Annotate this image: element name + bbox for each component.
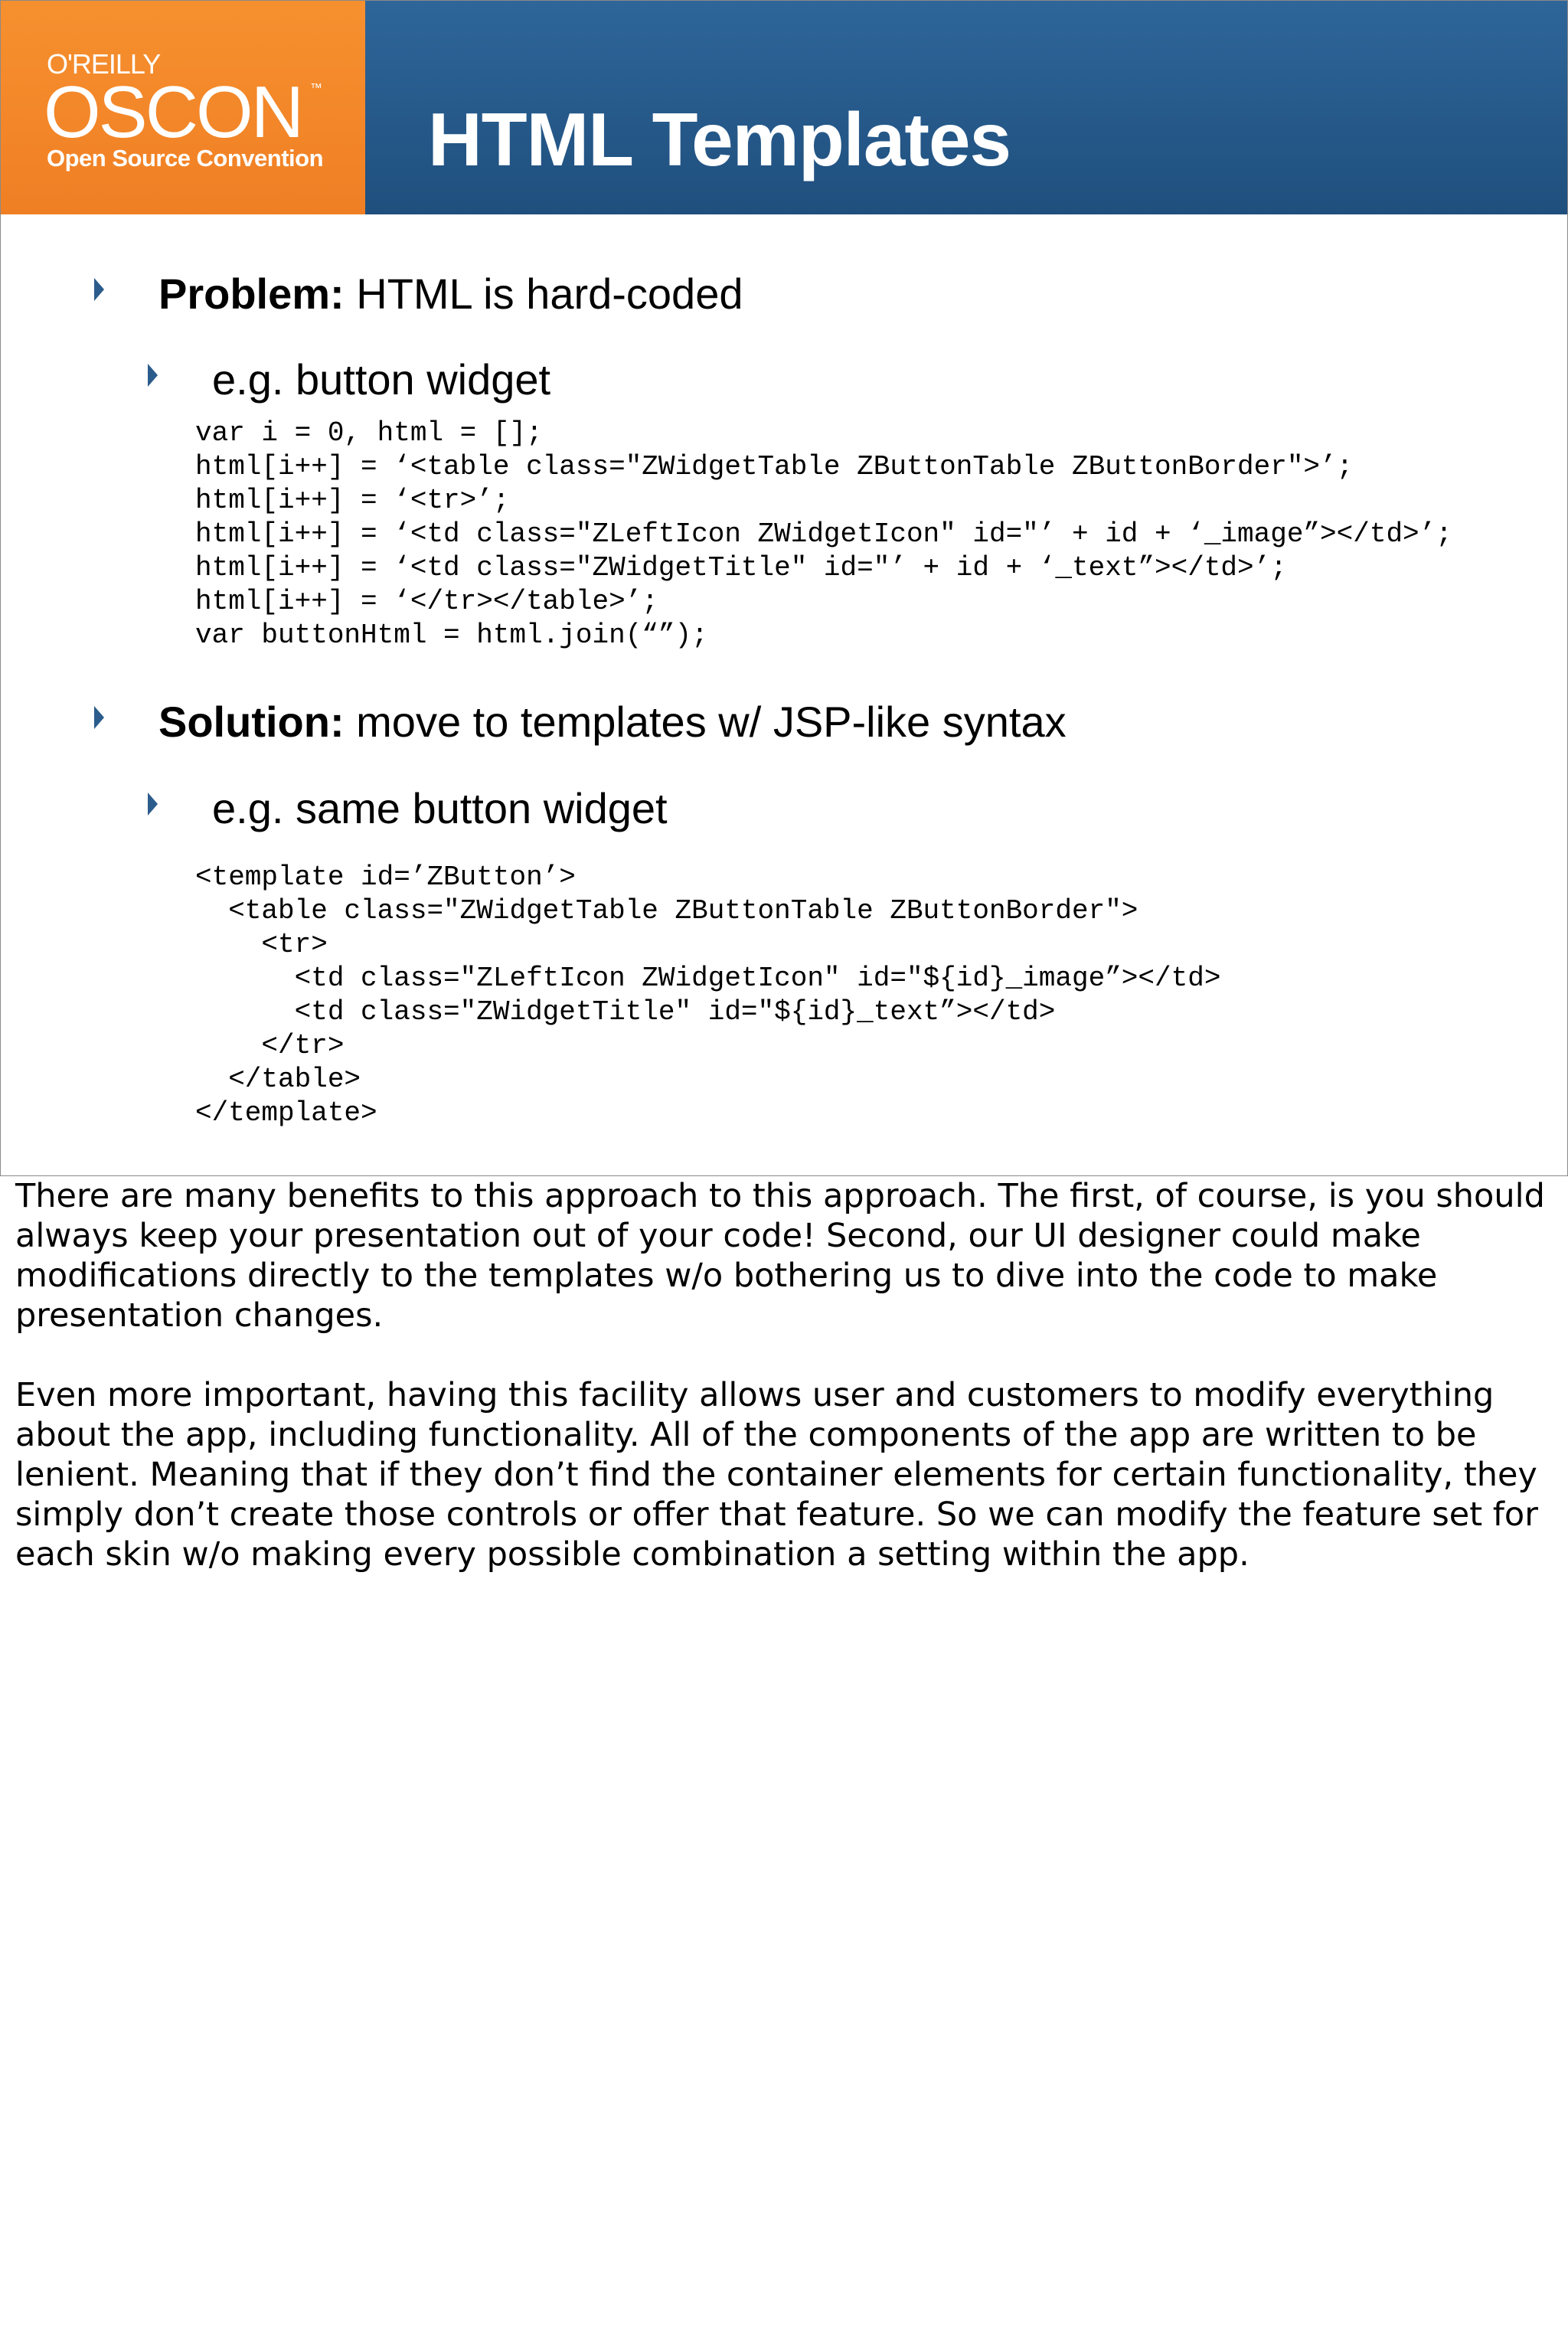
slide-title: HTML Templates	[428, 97, 1011, 181]
problem-code-block: var i = 0, html = []; html[i++] = ‘<table class="ZWidgetTable ZButtonTable ZButtonBorder">’; html[i++] = ‘<tr>’; html[i++] = ‘<td class="ZLeftIcon ZWidgetIcon" id="’ + id + ‘_image”></td>’; html[i++] = ‘<td class="ZWidgetTitle" id="’ + id + ‘_text”></td>’; html[i++] = ‘</tr></table>’; var buttonHtml = html.join(“”);	[195, 417, 1452, 651]
notes-paragraph: There are many benefits to this approach to this approach. The first, of course, is you should always keep your presentation out of your code! Second, our UI designer could make modifications directly to the templates w/o bothering us to dive into the code to make presentation changes.	[15, 1177, 1545, 1335]
bullet-icon	[94, 278, 104, 301]
solution-text: move to templates w/ JSP-like syntax	[344, 698, 1067, 746]
bullet-icon	[148, 793, 158, 816]
solution-example: e.g. same button widget	[212, 784, 668, 832]
logo-trademark: ™	[310, 82, 322, 95]
problem-bullet	[158, 269, 743, 319]
logo-subtitle: Open Source Convention	[47, 145, 324, 172]
solution-label: Solution:	[158, 698, 345, 746]
logo-publisher: O'REILLY	[47, 48, 161, 80]
bullet-icon	[94, 706, 104, 729]
notes-paragraph: Even more important, having this facility allows user and customers to modify everything about the app, including functionality. All of the components of the app are written to be lenient. Meaning that if they don’t find the container elements for certain functionality, they simply don’t create those controls or offer that feature. So we can modify the feature set for each skin w/o making every possible combination a setting within the app.	[15, 1376, 1538, 1574]
bullet-icon	[148, 364, 158, 387]
solution-bullet	[158, 697, 1067, 747]
speaker-notes	[15, 1176, 1554, 1614]
problem-label: Problem:	[158, 270, 345, 318]
solution-code-block: <template id=’ZButton’> <table class="ZWidgetTable ZButtonTable ZButtonBorder"> <tr> <td class="ZLeftIcon ZWidgetIcon" id="${id}_image”></td> <td class="ZWidgetTitle" id="${id}_text”></td> </tr> </table> </template>	[195, 861, 1221, 1129]
problem-text: HTML is hard-coded	[344, 270, 743, 318]
slide-header	[1, 1, 1567, 214]
logo-name: OSCON	[44, 71, 302, 153]
oscon-logo	[1, 1, 365, 214]
problem-example: e.g. button widget	[212, 355, 551, 404]
